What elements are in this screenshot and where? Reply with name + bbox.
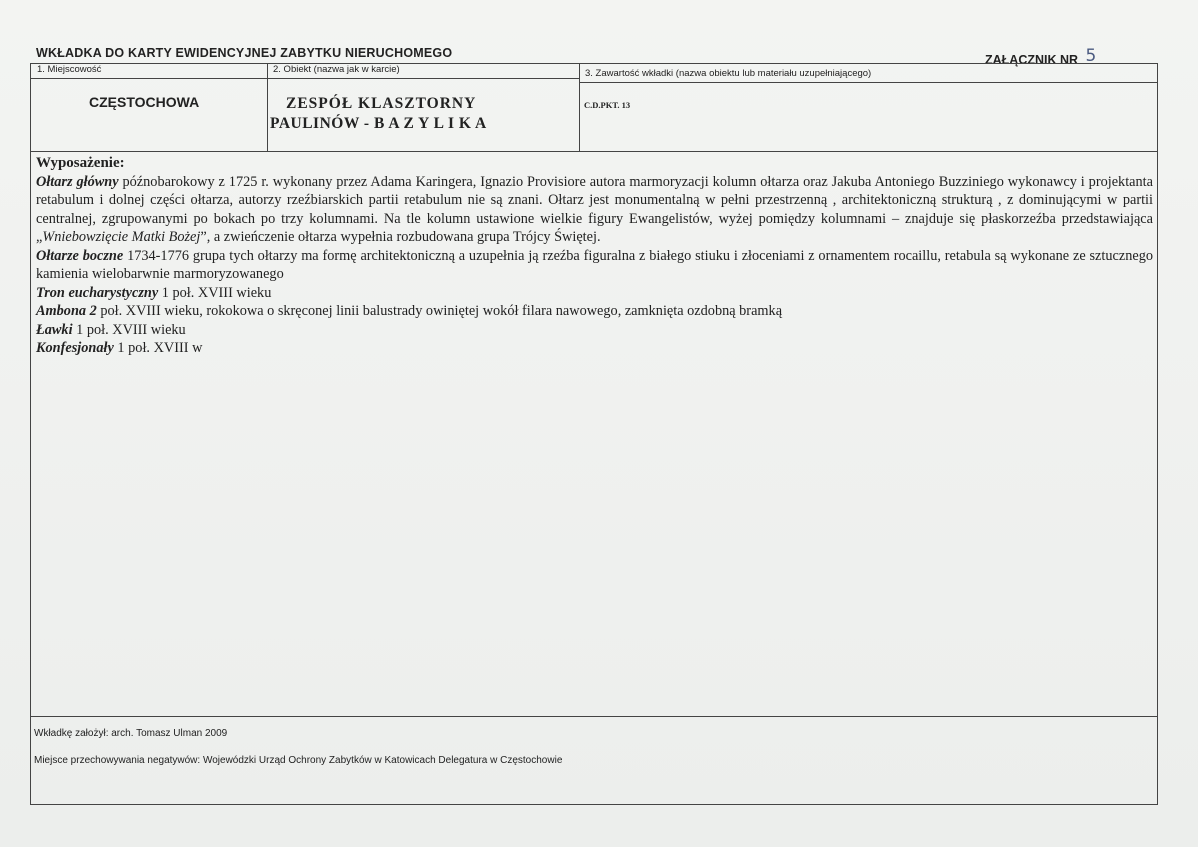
content-label: 3. Zawartość wkładki (nazwa obiektu lub materiału uzupełniającego) [585, 68, 872, 79]
main-altar-italic: Wniebowzięcie Matki Bożej [42, 229, 201, 245]
content-cell [579, 64, 1157, 151]
content-value: C.D.PKT. 13 [584, 100, 631, 110]
pulpit-term: Ambona 2 [36, 303, 97, 319]
locality-value: CZĘSTOCHOWA [89, 94, 200, 110]
object-label: 2. Obiekt (nazwa jak w karcie) [273, 64, 400, 75]
confessionals-text: 1 poł. XVIII w [113, 340, 203, 356]
pulpit-paragraph [36, 302, 1153, 321]
throne-term: Tron eucharystyczny [36, 284, 159, 301]
confessionals-term: Konfesjonały [36, 340, 114, 356]
form-header-row [31, 64, 1157, 152]
document-title: WKŁADKA DO KARTY EWIDENCYJNEJ ZABYTKU NIERUCHOMEGO [36, 46, 453, 60]
main-altar-text-b: ”, a zwieńczenie ołtarza wypełnia rozbudowana grupa Trójcy Świętej. [200, 229, 601, 245]
pews-text: 1 poł. XVIII wieku [72, 321, 186, 338]
pews-term: Ławki [36, 321, 73, 338]
object-value-line1: ZESPÓŁ KLASZTORNY [286, 95, 477, 112]
footer-divider [31, 716, 1157, 717]
locality-cell [31, 64, 268, 151]
side-altars-text: 1734-1776 grupa tych ołtarzy ma formę architektoniczną a uzupełnia ją rzeźba figuralna z białego stiuku i złoceniami z ornamentem rocaillu, retabula są wykonane ze sztucznego kamienia wielobarwnie marmoryzowanego [36, 247, 1154, 282]
object-value [270, 94, 487, 134]
annex-number: 5 [1085, 46, 1097, 66]
throne-text: 1 poł. XVIII wieku [158, 284, 272, 301]
main-altar-text-a: późnobarokowy z 1725 r. wykonany przez Adama Karingera, Ignazio Provisiore autora marmoryzacji kolumn ołtarza oraz Jakuba Antoniego Buzziniego wykonawcy i projektanta retabulum i dolnej części ołtarza, autorzy rzeźbiarskich partii retabulum nie są znani. Ołtarz jest monumentalną w pełni przestrzenną , architektoniczną strukturą , z dominującymi w partii centralnej, zgrupowanymi po bokach po trzy kolumnami. Na tle kolumn ustawione wielkie figury Ewangelistów, wyżej pomiędzy kolumnami – znajduje się płaskorzeźba przedstawiająca „ [36, 173, 1153, 245]
throne-paragraph [36, 284, 1153, 303]
equipment-section [36, 154, 1153, 358]
main-altar-paragraph [36, 173, 1153, 247]
author-line: Wkładkę założył: arch. Tomasz Ulman 2009 [34, 728, 228, 739]
object-cell [267, 64, 580, 151]
pulpit-text: poł. XVIII wieku, rokokowa o skręconej linii balustrady owiniętej wokół filara nawowego, zamknięta ozdobną bramką [96, 303, 783, 319]
locality-label: 1. Miejscowość [37, 64, 102, 75]
storage-line: Miejsce przechowywania negatywów: Wojewódzki Urząd Ochrony Zabytków w Katowicach Delegatura w Częstochowie [34, 755, 563, 766]
confessionals-paragraph [36, 339, 1153, 358]
object-value-line2: PAULINÓW - B A Z Y L I K A [270, 115, 487, 132]
pews-paragraph [36, 321, 1153, 340]
main-altar-term: Ołtarz główny [36, 173, 119, 190]
section-title: Wyposażenie: [36, 155, 125, 171]
side-altars-term: Ołtarze boczne [36, 247, 124, 264]
form-frame [30, 63, 1158, 805]
annex-label-text: ZAŁĄCZNIK NR [985, 53, 1079, 67]
side-altars-paragraph [36, 247, 1153, 284]
